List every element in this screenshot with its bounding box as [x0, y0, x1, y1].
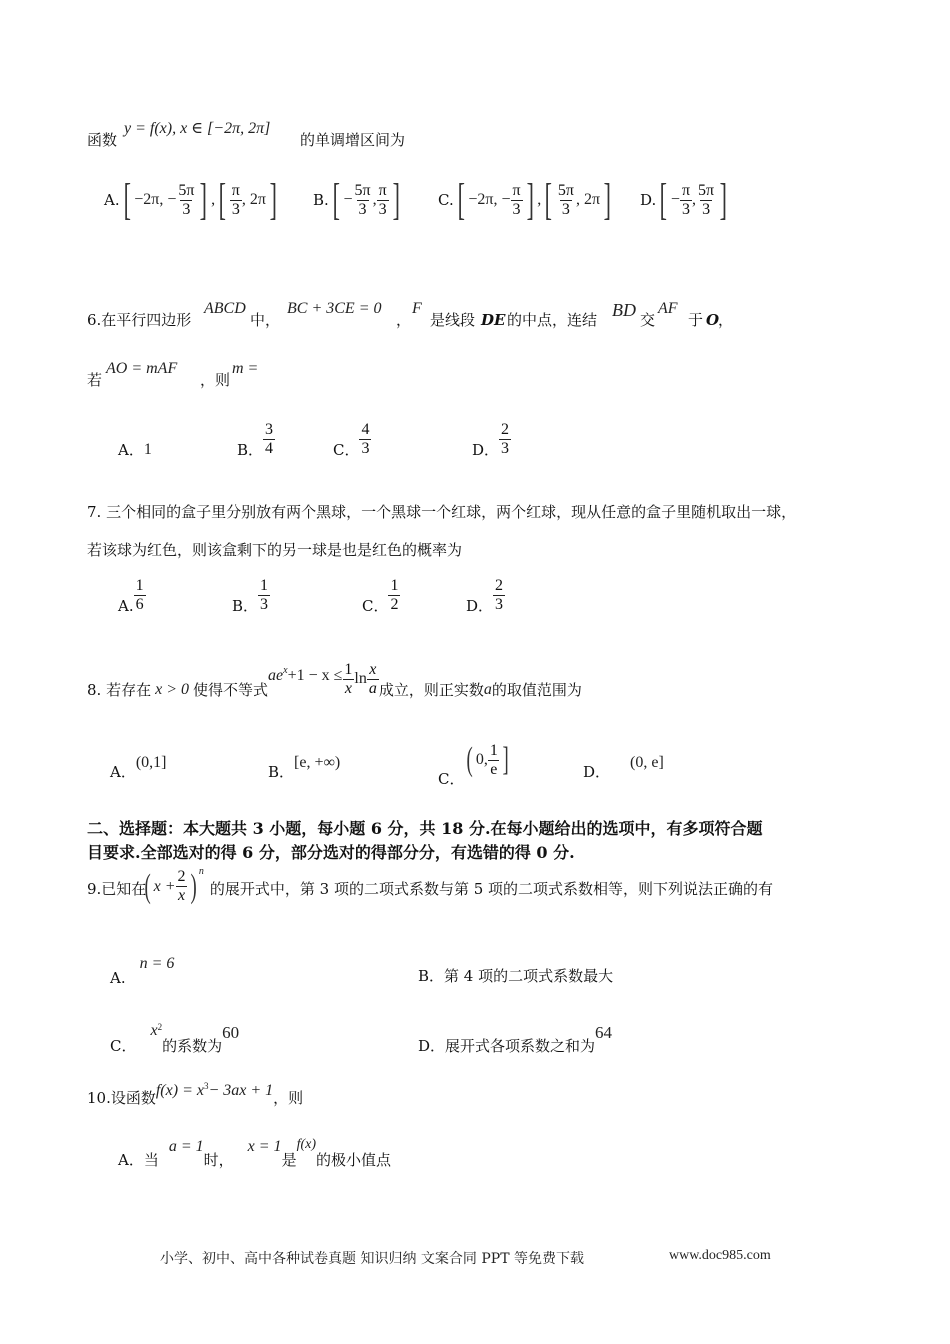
fraction: [499, 421, 511, 458]
numerator: π: [512, 181, 521, 199]
q6-stem-text: 是线段: [430, 311, 476, 329]
q9-stem-text: 9.已知在: [87, 879, 147, 898]
math-text: −2π, −: [134, 191, 177, 208]
denominator: 3: [361, 439, 370, 457]
q7-stem-line-2: 若该球为红色，则该盒剩下的另一球是也是红色的概率为: [87, 541, 463, 559]
q5-option-d[interactable]: [640, 175, 731, 224]
option-label: B.: [313, 191, 329, 209]
option-label: A．当: [118, 1151, 159, 1169]
fraction: [352, 182, 372, 219]
option-value: (0,1]: [135, 754, 167, 771]
option-label: C．: [333, 441, 360, 459]
fraction: [342, 661, 354, 698]
bracket: [: [332, 175, 340, 224]
q9-option-c[interactable]: [110, 1012, 239, 1056]
q9-option-a[interactable]: [110, 950, 174, 988]
fraction: [258, 577, 270, 614]
q6-option-d[interactable]: [472, 418, 511, 460]
option-label: B．: [418, 967, 445, 985]
q6-vector-equation: BC + 3CE = 0: [287, 300, 382, 317]
bracket: ]: [269, 175, 277, 224]
denominator: 3: [495, 595, 504, 613]
bracket: ]: [502, 741, 509, 778]
numerator: 2: [501, 420, 510, 438]
q8-ln: ln: [354, 670, 367, 687]
denominator: 3: [512, 200, 521, 218]
q5-option-a[interactable]: [104, 175, 281, 224]
option-label: C.: [438, 191, 454, 209]
denominator: a: [368, 679, 377, 697]
q6-stem-text: ，: [718, 311, 734, 329]
q9-stem: [87, 868, 773, 905]
option-formula: n = 6: [139, 955, 175, 972]
numerator: 1: [390, 576, 399, 594]
option-math: x: [150, 1022, 158, 1039]
denominator: e: [490, 760, 498, 778]
option-label: A.: [104, 191, 120, 209]
bracket: [: [123, 175, 131, 224]
q6-math: BD: [612, 300, 636, 320]
denominator: 3: [182, 200, 191, 218]
denominator: 3: [260, 595, 269, 613]
q10-option-a[interactable]: [118, 1128, 391, 1170]
section-2-heading-line-2: 目要求.全部选对的得 6 分，部分选对的得部分分，有选错的得 0 分.: [87, 843, 575, 862]
math-text: 0,: [475, 751, 488, 768]
bracket: [: [457, 175, 465, 224]
option-label: D．: [472, 441, 500, 459]
numerator: π: [231, 181, 240, 199]
numerator: 1: [135, 576, 144, 594]
comma: ,: [211, 191, 216, 208]
denominator: x: [177, 887, 186, 904]
comma: ,: [372, 191, 377, 208]
q8-exponent: x: [283, 664, 288, 676]
fraction: [367, 661, 379, 698]
option-label: C．: [110, 1037, 137, 1055]
q9-math: x +: [153, 877, 176, 895]
q8-stem-text: 成立，则正实数: [378, 681, 484, 699]
section-2-heading-line-1: 二、选择题：本大题共 3 小题，每小题 6 分，共 18 分.在每小题给出的选项中，有多项符合题: [87, 819, 763, 838]
comma: ,: [537, 191, 542, 208]
denominator: 3: [378, 200, 387, 218]
q9-exponent: n: [198, 866, 204, 877]
comma: ,: [692, 191, 697, 208]
q6-stem-text: 交: [640, 311, 656, 329]
bracket: [: [544, 175, 553, 224]
q7-option-a[interactable]: [118, 574, 146, 616]
q6-stem-text: 中，: [250, 311, 281, 329]
q5-stem-suffix: 的单调增区间为: [300, 131, 406, 149]
numerator: 5π: [178, 181, 195, 199]
numerator: 1: [489, 741, 498, 759]
option-label: A．: [118, 441, 144, 459]
option-label: B．: [268, 763, 295, 781]
footer-url[interactable]: www.doc985.com: [669, 1248, 771, 1263]
q10-stem-text: 10.设函数: [87, 1089, 156, 1107]
option-text: 的极小值点: [316, 1151, 392, 1169]
q10-formula: f(x) = x: [155, 1082, 204, 1099]
fraction: [488, 742, 500, 779]
option-label: A.: [118, 597, 134, 615]
q10-exponent: 3: [203, 1081, 209, 1091]
bracket: (: [144, 867, 152, 905]
numerator: π: [378, 181, 387, 199]
option-text: 的系数为: [162, 1037, 223, 1055]
bracket: (: [467, 741, 474, 778]
numerator: 5π: [557, 181, 574, 199]
q7-option-d[interactable]: [466, 574, 505, 616]
q6-vector-equation: AO = mAF: [106, 360, 178, 377]
option-value: 1: [143, 441, 152, 458]
q8-stem-text: 使得不等式: [193, 681, 269, 699]
q6-math: m =: [232, 360, 259, 377]
q6-math: ABCD: [204, 300, 246, 317]
fraction: [388, 577, 400, 614]
bracket: ]: [526, 175, 534, 224]
q10-formula: − 3ax + 1: [208, 1082, 274, 1099]
fraction: [511, 182, 523, 219]
q10-stem: [87, 1074, 303, 1108]
q6-math: AF: [658, 300, 678, 317]
option-text: 第 4 项的二项式系数最大: [444, 967, 614, 985]
fraction: [176, 868, 188, 905]
denominator: 3: [501, 439, 510, 457]
q6-option-a[interactable]: [118, 440, 152, 460]
numerator: 3: [265, 420, 274, 438]
fraction: [377, 182, 389, 219]
bracket: ]: [719, 175, 728, 224]
q7-stem-line-1: 7. 三个相同的盒子里分别放有两个黑球，一个黑球一个红球，两个红球，现从任意的盒子里随机取出一球，: [87, 503, 797, 521]
option-label: A.: [110, 969, 126, 987]
q7-option-b[interactable]: [232, 574, 270, 616]
q6-stem-text: 若: [87, 371, 103, 389]
option-text: 时，: [203, 1151, 234, 1169]
denominator: 3: [358, 200, 367, 218]
bracket: [: [218, 175, 227, 224]
q10-stem-text: ，则: [273, 1089, 304, 1107]
q8-stem: [87, 658, 582, 700]
denominator: x: [344, 679, 352, 697]
numerator: 1: [344, 660, 353, 678]
numerator: 5π: [354, 181, 371, 199]
q5-option-c[interactable]: [438, 175, 615, 224]
option-label: A．: [110, 763, 136, 781]
numerator: 4: [361, 420, 370, 438]
option-value: [e, +∞): [294, 754, 341, 771]
denominator: 6: [135, 595, 144, 613]
option-label: D.: [640, 191, 657, 209]
option-text: 展开式各项系数之和为: [445, 1037, 596, 1055]
option-label: C．: [438, 770, 465, 788]
fraction: [134, 577, 146, 614]
math-text: −: [343, 191, 353, 208]
math-text: −: [670, 191, 680, 208]
q8-math: x > 0: [155, 681, 189, 698]
q8-math: +1 − x ≤: [287, 667, 343, 684]
option-math: f(x): [296, 1137, 317, 1152]
fraction: [176, 182, 196, 219]
q9-option-d[interactable]: [418, 1012, 612, 1056]
math-text: −2π, −: [468, 191, 511, 208]
denominator: 4: [265, 439, 274, 457]
q8-stem-text: 的取值范围为: [491, 681, 582, 699]
q8-option-d[interactable]: [583, 752, 664, 782]
q6-stem-text: 于: [688, 311, 704, 329]
option-math: x = 1: [247, 1138, 282, 1155]
fraction: [680, 182, 692, 219]
numerator: π: [681, 181, 691, 199]
numerator: x: [369, 660, 377, 678]
option-value: (0, e]: [630, 754, 664, 771]
option-label: D．: [466, 597, 494, 615]
option-label: B．: [232, 597, 259, 615]
q5-stem-prefix: 函数: [87, 131, 118, 149]
option-label: C．: [362, 597, 389, 615]
bracket: ]: [392, 175, 400, 224]
denominator: 3: [681, 200, 690, 218]
q6-math-bold: DE: [481, 311, 506, 329]
q6-option-c[interactable]: [333, 418, 371, 460]
option-exponent: 2: [157, 1022, 163, 1032]
fraction: [263, 421, 275, 458]
q6-math-bold: O: [706, 311, 720, 329]
fraction: [359, 421, 371, 458]
fraction: [556, 182, 576, 219]
q6-stem-text: 的中点，连结: [507, 311, 598, 329]
option-value: 60: [222, 1023, 240, 1042]
denominator: 3: [231, 200, 240, 218]
q9-stem-text: 的展开式中，第 3 项的二项式系数与第 5 项的二项式系数相等，则下列说法正确的有: [209, 879, 774, 898]
numerator: 5π: [698, 181, 715, 199]
option-value: 64: [595, 1023, 613, 1042]
q8-math: a: [483, 681, 492, 698]
q6-stem-text: ，: [396, 311, 412, 329]
q5-domain-formula: y = f(x), x ∈ [−2π, 2π]: [124, 120, 271, 137]
q6-math: F: [412, 300, 422, 317]
q8-option-a[interactable]: [110, 752, 167, 782]
numerator: 1: [260, 576, 269, 594]
q8-math: ae: [268, 667, 284, 684]
q6-stem-text: 6.在平行四边形: [87, 311, 192, 329]
option-label: B．: [237, 441, 264, 459]
q6-stem-text: ，则: [200, 371, 231, 389]
denominator: 3: [702, 200, 711, 218]
option-label: D．: [583, 763, 611, 781]
fraction: [230, 182, 242, 219]
q7-option-c[interactable]: [362, 574, 400, 616]
fraction: [493, 577, 505, 614]
bracket: [: [659, 175, 668, 224]
bracket: ]: [200, 175, 208, 224]
footer-text: 小学、初中、高中各种试卷真题 知识归纳 文案合同 PPT 等免费下载: [160, 1251, 584, 1267]
option-text: 是: [281, 1151, 297, 1169]
fraction: [696, 182, 716, 219]
q9-option-b[interactable]: [418, 966, 613, 986]
q5-option-b[interactable]: [313, 175, 403, 224]
q8-stem-text: 8. 若存在: [87, 681, 152, 699]
q6-option-b[interactable]: [237, 418, 275, 460]
option-label: D．: [418, 1037, 446, 1055]
bracket: ): [190, 867, 197, 905]
numerator: 2: [177, 868, 186, 885]
denominator: 2: [390, 595, 399, 613]
q8-option-c[interactable]: [438, 731, 511, 789]
bracket: ]: [603, 175, 612, 224]
math-text: , 2π: [241, 191, 266, 208]
math-text: , 2π: [575, 191, 601, 208]
denominator: 3: [561, 200, 570, 218]
numerator: 2: [495, 576, 504, 594]
option-math: a = 1: [168, 1138, 204, 1155]
q8-option-b[interactable]: [268, 752, 340, 782]
